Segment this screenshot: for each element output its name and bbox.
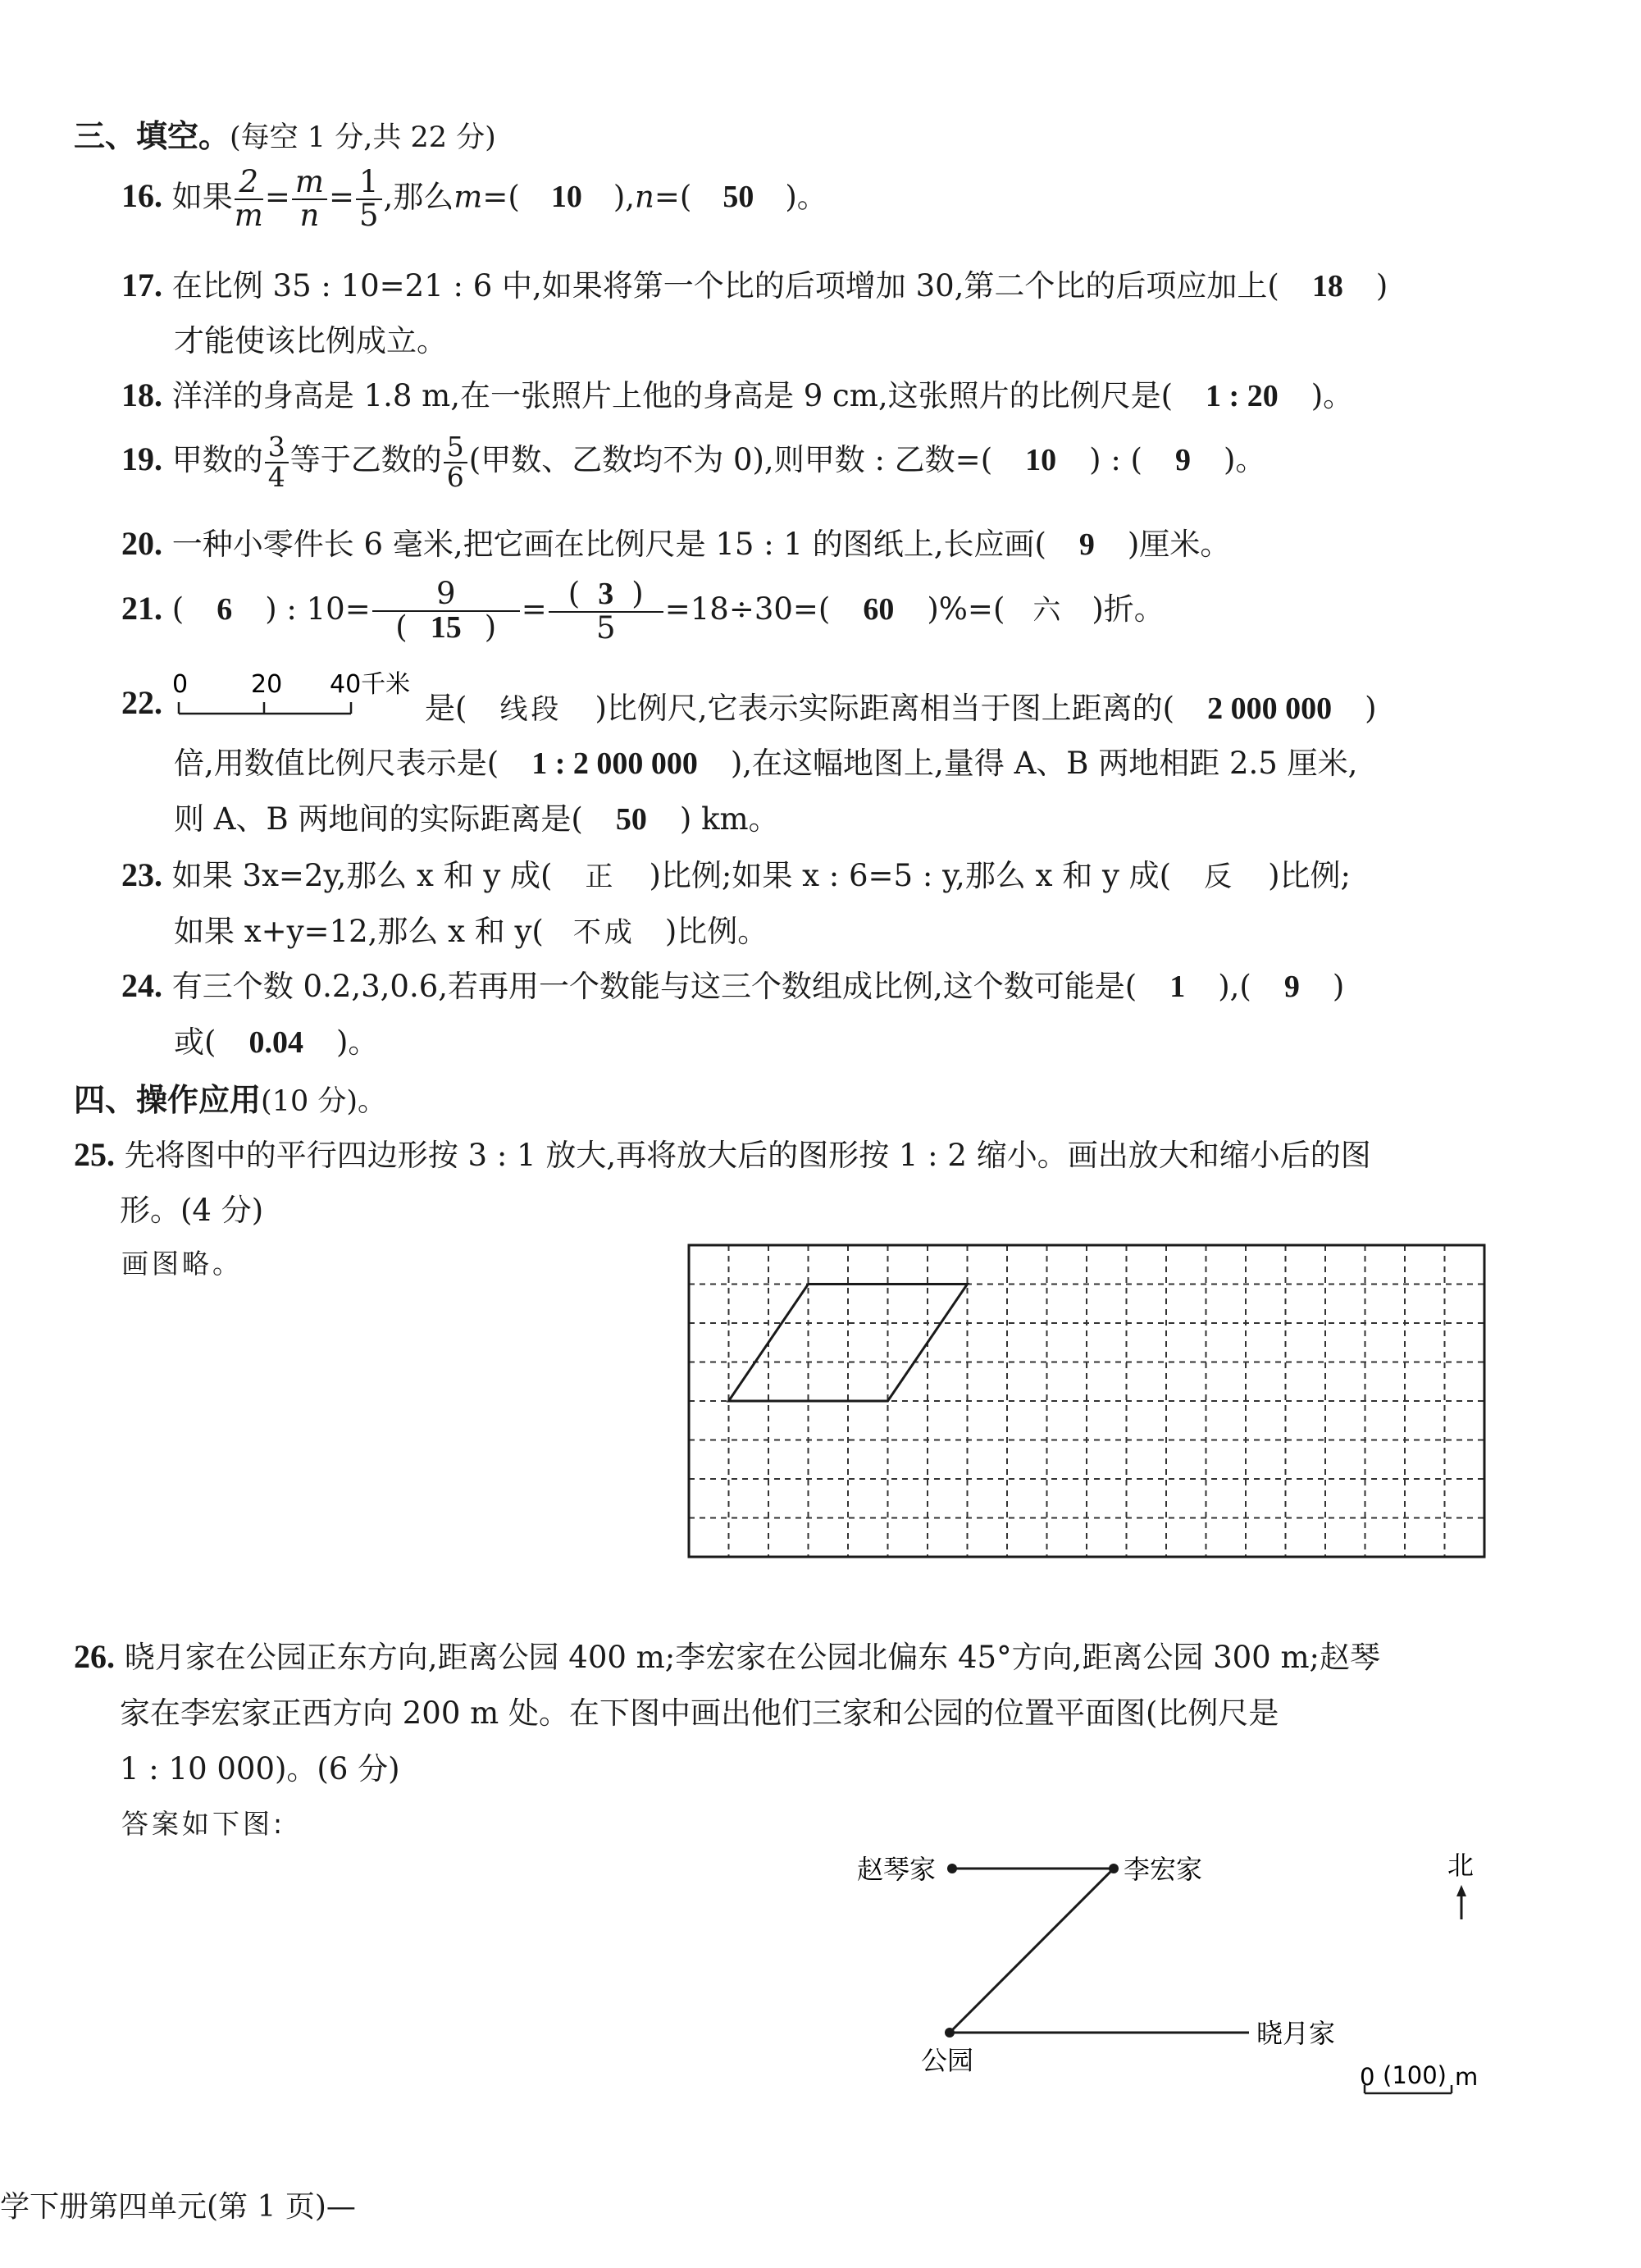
question-17-line2: 才能使该比例成立。 <box>174 323 447 358</box>
section-4-note: (10 分)。 <box>261 1085 386 1118</box>
question-22-line1 <box>425 683 1377 728</box>
question-text: (甲数、乙数均不为 0),则甲数 : 乙数=( <box>468 442 993 478</box>
label-zhao-home: 赵琴家 <box>857 1854 937 1885</box>
frac-den: 6 <box>446 460 464 493</box>
question-text: )厘米。 <box>1127 527 1231 562</box>
fraction-5-over-6 <box>444 433 467 491</box>
scale-label-40: 40千米 <box>330 670 411 699</box>
answer-4: 50 <box>615 802 647 837</box>
answer-3: 3 <box>598 577 614 611</box>
answer-5: 六 <box>1032 593 1064 627</box>
answer-m: 10 <box>550 180 582 215</box>
frac-num: 1 <box>356 167 382 200</box>
question-text: ), <box>613 179 636 215</box>
frac-num: 5 <box>444 433 467 463</box>
question-text: )。 <box>1311 378 1354 413</box>
question-text: 如果 <box>171 179 233 215</box>
question-text: )比例。 <box>664 914 768 949</box>
question-text: =( <box>654 179 692 215</box>
dotted-grid-figure <box>687 1244 1486 1558</box>
question-17 <box>121 261 1388 305</box>
equals: = <box>521 591 547 627</box>
scale-label-0: 0 <box>172 670 189 699</box>
frac-den: n <box>299 197 320 233</box>
question-text: )折。 <box>1092 591 1165 627</box>
section-4-heading <box>74 1075 386 1120</box>
answer-1: 10 <box>1025 443 1057 478</box>
map-scale-zero: 0 <box>1360 2063 1375 2091</box>
question-text: )比例尺,它表示实际距离相当于图上距离的( <box>595 691 1175 726</box>
question-23-line2 <box>174 906 768 951</box>
frac-num: 3 <box>265 433 289 463</box>
question-24-line2 <box>174 1017 378 1061</box>
question-text: ),在这幅地图上,量得 A、B 两地相距 2.5 厘米, <box>730 746 1358 781</box>
paren: ) <box>631 576 644 611</box>
question-text: 是( <box>425 691 467 726</box>
question-21 <box>121 578 1165 645</box>
question-text: ) <box>1332 969 1345 1004</box>
answer-2: 9 <box>1174 443 1191 478</box>
question-text: ),( <box>1218 969 1251 1004</box>
question-26 <box>74 1632 1380 1677</box>
answer-3: 不成 <box>572 916 636 949</box>
question-22-line3 <box>174 794 779 838</box>
question-text: ) : 10= <box>265 591 371 627</box>
park-li-line <box>950 1869 1114 2033</box>
frac-num <box>549 578 663 613</box>
answer-2: 2 000 000 <box>1207 691 1333 726</box>
question-23 <box>121 851 1351 895</box>
frac-den: 5 <box>595 609 616 646</box>
frac-num: m <box>292 167 327 200</box>
answer-2: 9 <box>1283 970 1300 1004</box>
question-number: 23. <box>121 856 162 893</box>
question-text: ) km。 <box>679 801 779 837</box>
answer-4: 60 <box>863 591 895 627</box>
map-scale-bar <box>1360 2061 1478 2093</box>
question-text: ( <box>171 591 185 627</box>
question-22-line2 <box>174 738 1357 783</box>
fraction-9-over-15 <box>372 578 520 645</box>
question-number: 16. <box>121 177 162 215</box>
question-text: ) <box>1375 268 1388 303</box>
label-park: 公园 <box>921 2045 974 2076</box>
frac-num: 9 <box>372 578 520 612</box>
question-text: 在比例 35 : 10=21 : 6 中,如果将第一个比的后项增加 30,第二个比的后项应加上( <box>171 268 1279 303</box>
label-li-home: 李宏家 <box>1124 1854 1203 1885</box>
paren: ) <box>484 609 497 645</box>
question-text: 洋洋的身高是 1.8 m,在一张照片上他的身高是 9 cm,这张照片的比例尺是( <box>171 378 1174 413</box>
question-20 <box>121 519 1230 564</box>
question-text: 倍,用数值比例尺表示是( <box>174 746 499 781</box>
question-number: 20. <box>121 525 162 562</box>
park-point <box>945 2028 955 2038</box>
question-number: 18. <box>121 376 162 413</box>
question-text: )。 <box>785 179 827 215</box>
question-number: 26. <box>74 1638 115 1675</box>
answer-2: 15 <box>430 609 462 645</box>
question-26-line3: 1 : 10 000)。(6 分) <box>120 1751 400 1787</box>
question-text: 先将图中的平行四边形按 3 : 1 放大,再将放大后的图形按 1 : 2 缩小。画出放大和缩小后的图 <box>124 1138 1371 1173</box>
answer-1: 6 <box>217 591 233 627</box>
label-xiao-home: 晓月家 <box>1256 2018 1336 2049</box>
question-text: 或( <box>174 1024 217 1060</box>
answer: 1 : 20 <box>1206 379 1279 413</box>
question-text: ) <box>1365 691 1377 726</box>
fraction-3-over-4 <box>265 433 289 491</box>
map-scale-value: (100) <box>1383 2061 1447 2089</box>
answer-3: 1 : 2 000 000 <box>531 746 698 781</box>
answer: 18 <box>1311 269 1343 303</box>
question-25-answer: 画图略。 <box>121 1248 243 1280</box>
answer-n: 50 <box>722 180 754 215</box>
question-text: )。 <box>1223 442 1266 478</box>
answer-1: 1 <box>1169 970 1186 1004</box>
question-text: 如果 x+y=12,那么 x 和 y( <box>174 914 544 949</box>
fraction-1-over-5 <box>356 164 382 233</box>
question-text: 如果 3x=2y,那么 x 和 y 成( <box>171 858 553 893</box>
paren: ( <box>395 609 408 645</box>
frac-den: 5 <box>358 197 379 233</box>
answer-1: 正 <box>585 860 617 893</box>
li-home-point <box>1109 1864 1119 1873</box>
frac-den: m <box>234 197 263 233</box>
zhao-home-point <box>947 1864 957 1873</box>
variable-m: m <box>454 179 483 215</box>
question-24 <box>121 961 1344 1006</box>
answer: 9 <box>1078 527 1095 562</box>
variable-n: n <box>635 179 654 215</box>
question-text: ,那么 <box>383 179 454 215</box>
equals: = <box>264 179 290 215</box>
answer-3: 0.04 <box>248 1025 303 1060</box>
frac-den: 4 <box>267 460 285 493</box>
question-25 <box>74 1130 1371 1175</box>
question-22 <box>121 683 162 722</box>
question-text: )%=( <box>927 591 1005 627</box>
question-text: 甲数的 <box>171 442 263 478</box>
question-text: )比例;如果 x : 6=5 : y,那么 x 和 y 成( <box>649 858 1172 893</box>
question-text: =18÷30=( <box>664 591 831 627</box>
paren: ( <box>568 576 581 611</box>
question-number: 21. <box>121 589 162 627</box>
section-3-title: 三、填空。 <box>74 118 230 154</box>
question-26-line2: 家在李宏家正西方向 200 m 处。在下图中画出他们三家和公园的位置平面图(比例尺是 <box>120 1695 1279 1731</box>
question-text: )。 <box>335 1024 379 1060</box>
question-25-line2: 形。(4 分) <box>120 1193 264 1228</box>
question-text: 等于乙数的 <box>289 442 442 478</box>
question-16 <box>121 164 827 233</box>
fraction-3-over-5 <box>549 578 663 645</box>
scale-label-20: 20 <box>251 670 283 699</box>
question-number: 25. <box>74 1136 115 1173</box>
section-4-title: 四、操作应用 <box>74 1082 262 1118</box>
line-scale-bar <box>172 663 435 737</box>
fraction-m-over-n <box>292 164 327 233</box>
answer-2: 反 <box>1204 860 1236 893</box>
question-text: =( <box>482 179 520 215</box>
answer-1: 线段 <box>499 693 563 726</box>
equals: = <box>328 179 354 215</box>
section-3-note: (每空 1 分,共 22 分) <box>230 121 496 154</box>
location-map <box>812 1837 1640 2100</box>
page-footer: 学下册第四单元(第 1 页)— <box>0 2190 356 2224</box>
label-north: 北 <box>1447 1850 1475 1881</box>
question-26-answer: 答案如下图: <box>121 1808 286 1840</box>
question-18 <box>121 371 1353 415</box>
north-arrow-icon <box>1456 1885 1466 1919</box>
question-text: 则 A、B 两地间的实际距离是( <box>174 801 583 837</box>
question-number: 17. <box>121 267 162 303</box>
question-number: 22. <box>121 684 162 721</box>
question-text: ) : ( <box>1089 442 1142 478</box>
question-text: 有三个数 0.2,3,0.6,若再用一个数能与这三个数组成比例,这个数可能是( <box>171 969 1137 1004</box>
question-text: 晓月家在公园正东方向,距离公园 400 m;李宏家在公园北偏东 45°方向,距离公园 300 m;赵琴 <box>124 1640 1381 1675</box>
question-19 <box>121 433 1265 491</box>
fraction-2-over-m <box>234 164 263 233</box>
map-scale-unit: m <box>1455 2063 1479 2091</box>
question-number: 24. <box>121 967 162 1004</box>
frac-num: 2 <box>235 167 263 200</box>
question-number: 19. <box>121 440 162 478</box>
section-3-heading <box>74 111 496 156</box>
frac-den <box>372 609 520 645</box>
question-text: )比例; <box>1268 858 1351 893</box>
question-text: 一种小零件长 6 毫米,把它画在比例尺是 15 : 1 的图纸上,长应画( <box>171 527 1046 562</box>
